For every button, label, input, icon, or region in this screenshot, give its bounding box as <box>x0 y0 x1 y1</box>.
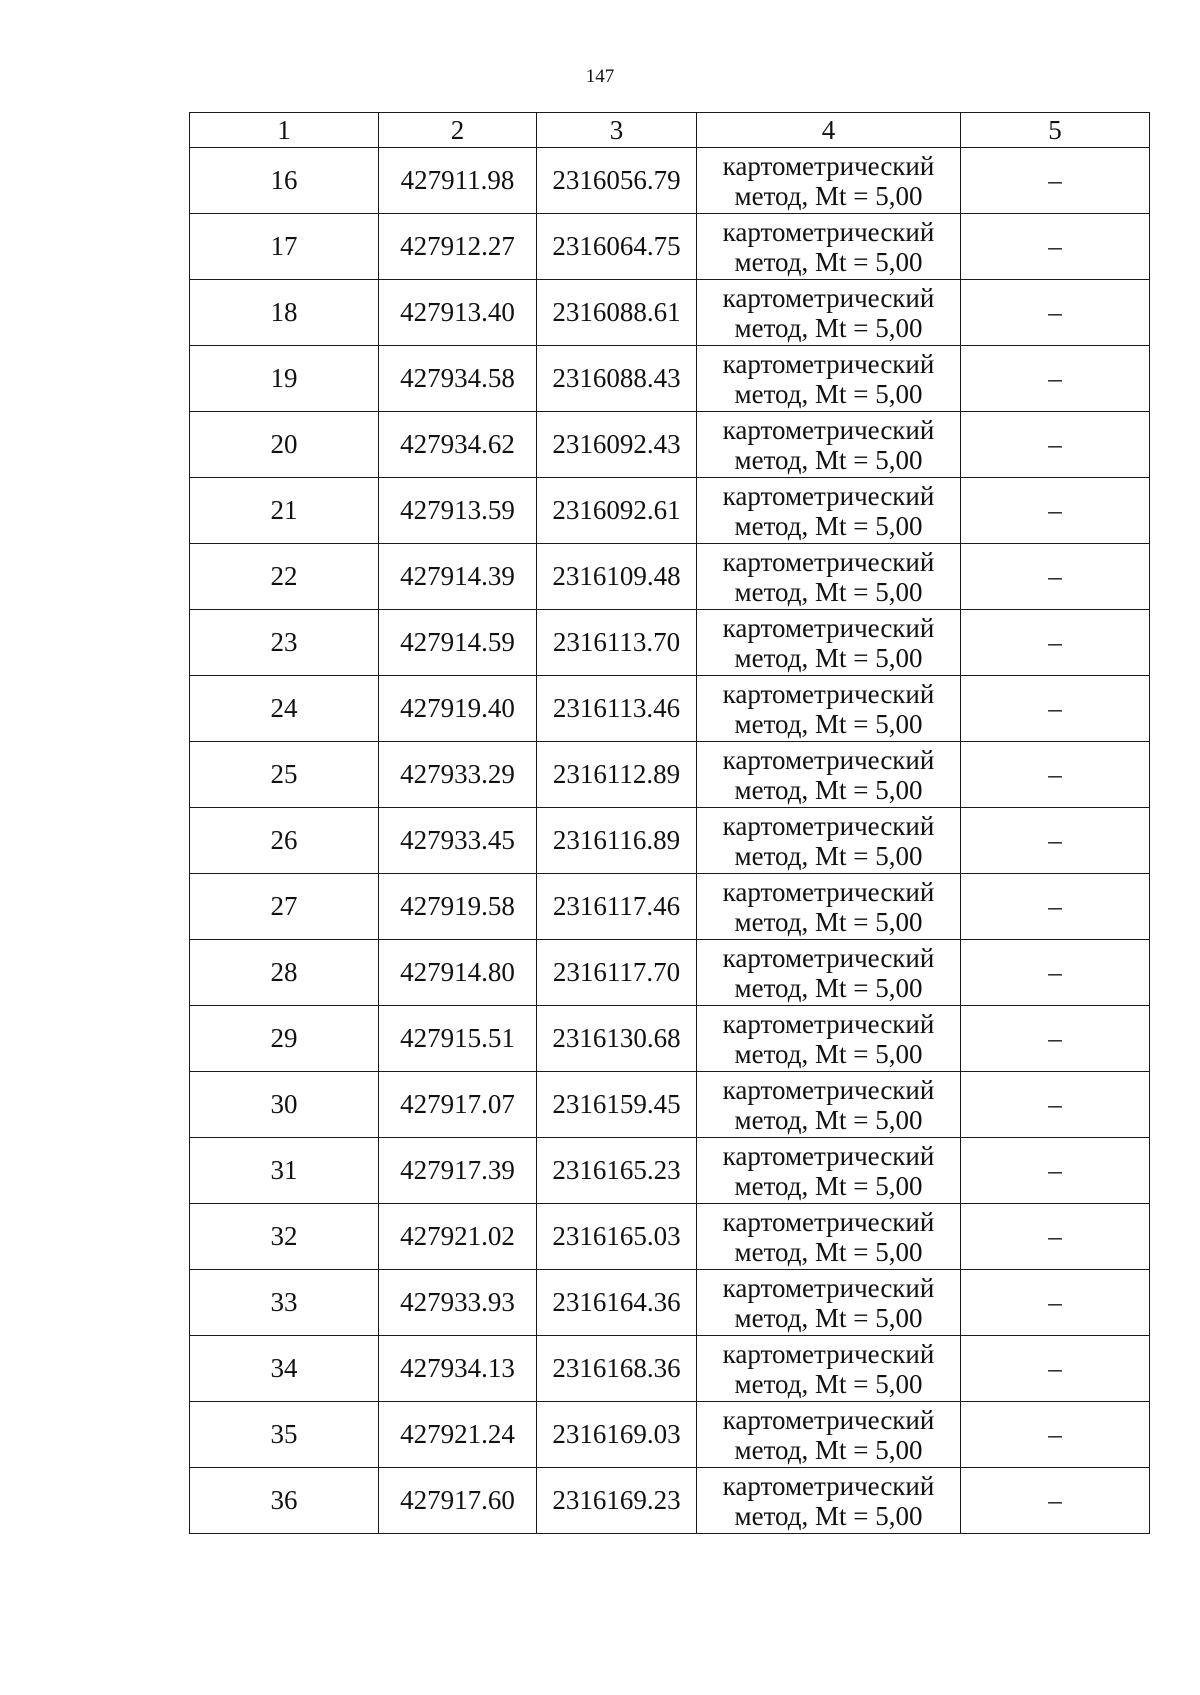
coordinate-x: 427921.24 <box>379 1402 537 1468</box>
method-line-1: картометрический <box>722 1404 935 1435</box>
method-line-1: картометрический <box>722 216 935 247</box>
method-line-2: метод, Mt = 5,00 <box>734 510 923 541</box>
table-header <box>190 113 1150 148</box>
coordinate-x: 427914.59 <box>379 610 537 676</box>
table-row <box>190 478 1150 544</box>
table-row <box>190 214 1150 280</box>
method-line-2: метод, Mt = 5,00 <box>734 378 923 409</box>
table-row <box>190 280 1150 346</box>
coordinate-x: 427934.13 <box>379 1336 537 1402</box>
column-5-value: – <box>961 808 1150 874</box>
method-line-2: метод, Mt = 5,00 <box>734 180 923 211</box>
method-line-2: метод, Mt = 5,00 <box>734 642 923 673</box>
coordinate-x: 427919.40 <box>379 676 537 742</box>
column-5-value: – <box>961 742 1150 808</box>
method-line-1: картометрический <box>722 480 935 511</box>
method-cell <box>697 1006 961 1072</box>
point-number: 28 <box>190 940 379 1006</box>
header-cell-3: 3 <box>537 113 697 148</box>
table-row <box>190 148 1150 214</box>
coordinate-y: 2316169.23 <box>537 1468 697 1534</box>
method-line-2: метод, Mt = 5,00 <box>734 1170 923 1201</box>
method-cell <box>697 1402 961 1468</box>
coordinate-y: 2316088.43 <box>537 346 697 412</box>
method-line-2: метод, Mt = 5,00 <box>734 840 923 871</box>
column-5-value: – <box>961 1006 1150 1072</box>
coordinate-x: 427917.39 <box>379 1138 537 1204</box>
coordinate-y: 2316117.70 <box>537 940 697 1006</box>
method-line-2: метод, Mt = 5,00 <box>734 708 923 739</box>
column-5-value: – <box>961 1402 1150 1468</box>
point-number: 34 <box>190 1336 379 1402</box>
method-line-2: метод, Mt = 5,00 <box>734 1434 923 1465</box>
method-cell <box>697 610 961 676</box>
coordinate-x: 427934.58 <box>379 346 537 412</box>
coordinate-y: 2316088.61 <box>537 280 697 346</box>
method-cell <box>697 412 961 478</box>
column-5-value: – <box>961 1072 1150 1138</box>
method-line-1: картометрический <box>722 876 935 907</box>
method-line-1: картометрический <box>722 282 935 313</box>
method-cell <box>697 346 961 412</box>
table-row <box>190 676 1150 742</box>
method-cell <box>697 1270 961 1336</box>
coordinate-x: 427912.27 <box>379 214 537 280</box>
method-line-1: картометрический <box>722 612 935 643</box>
method-line-1: картометрический <box>722 1272 935 1303</box>
header-cell-1: 1 <box>190 113 379 148</box>
coordinate-y: 2316092.43 <box>537 412 697 478</box>
method-line-2: метод, Mt = 5,00 <box>734 1302 923 1333</box>
header-cell-5: 5 <box>961 113 1150 148</box>
coordinate-y: 2316113.70 <box>537 610 697 676</box>
point-number: 27 <box>190 874 379 940</box>
coordinate-x: 427933.29 <box>379 742 537 808</box>
coordinate-y: 2316112.89 <box>537 742 697 808</box>
method-cell <box>697 1138 961 1204</box>
table-row <box>190 1270 1150 1336</box>
method-line-1: картометрический <box>722 744 935 775</box>
method-cell <box>697 874 961 940</box>
method-cell <box>697 544 961 610</box>
column-5-value: – <box>961 1336 1150 1402</box>
table-row <box>190 544 1150 610</box>
table-row <box>190 412 1150 478</box>
method-cell <box>697 478 961 544</box>
method-line-1: картометрический <box>722 678 935 709</box>
header-cell-2: 2 <box>379 113 537 148</box>
table-row <box>190 940 1150 1006</box>
coordinate-y: 2316164.36 <box>537 1270 697 1336</box>
method-cell <box>697 214 961 280</box>
method-cell <box>697 940 961 1006</box>
coordinate-x: 427913.40 <box>379 280 537 346</box>
table-row <box>190 1204 1150 1270</box>
point-number: 33 <box>190 1270 379 1336</box>
point-number: 30 <box>190 1072 379 1138</box>
method-line-2: метод, Mt = 5,00 <box>734 246 923 277</box>
method-line-1: картометрический <box>722 1470 935 1501</box>
coordinate-y: 2316165.03 <box>537 1204 697 1270</box>
coordinate-y: 2316130.68 <box>537 1006 697 1072</box>
method-cell <box>697 1468 961 1534</box>
coordinate-y: 2316064.75 <box>537 214 697 280</box>
column-5-value: – <box>961 148 1150 214</box>
method-line-1: картометрический <box>722 1074 935 1105</box>
header-cell-4: 4 <box>697 113 961 148</box>
method-line-1: картометрический <box>722 1338 935 1369</box>
coordinate-y: 2316113.46 <box>537 676 697 742</box>
coordinate-x: 427917.07 <box>379 1072 537 1138</box>
table-row <box>190 1006 1150 1072</box>
point-number: 16 <box>190 148 379 214</box>
table-row <box>190 808 1150 874</box>
method-line-2: метод, Mt = 5,00 <box>734 1368 923 1399</box>
point-number: 32 <box>190 1204 379 1270</box>
coordinate-y: 2316169.03 <box>537 1402 697 1468</box>
method-line-1: картометрический <box>722 150 935 181</box>
coordinate-y: 2316116.89 <box>537 808 697 874</box>
method-line-1: картометрический <box>722 414 935 445</box>
column-5-value: – <box>961 346 1150 412</box>
method-cell <box>697 808 961 874</box>
method-line-2: метод, Mt = 5,00 <box>734 1500 923 1531</box>
method-cell <box>697 1336 961 1402</box>
column-5-value: – <box>961 676 1150 742</box>
method-line-2: метод, Mt = 5,00 <box>734 1104 923 1135</box>
method-cell <box>697 280 961 346</box>
table-body <box>190 148 1150 1534</box>
coordinate-x: 427933.93 <box>379 1270 537 1336</box>
point-number: 22 <box>190 544 379 610</box>
table-row <box>190 1468 1150 1534</box>
column-5-value: – <box>961 874 1150 940</box>
column-5-value: – <box>961 412 1150 478</box>
method-cell <box>697 742 961 808</box>
point-number: 36 <box>190 1468 379 1534</box>
method-line-2: метод, Mt = 5,00 <box>734 576 923 607</box>
point-number: 18 <box>190 280 379 346</box>
table-row <box>190 1138 1150 1204</box>
point-number: 25 <box>190 742 379 808</box>
method-line-1: картометрический <box>722 348 935 379</box>
table-row <box>190 1336 1150 1402</box>
coordinate-x: 427919.58 <box>379 874 537 940</box>
column-5-value: – <box>961 478 1150 544</box>
method-cell <box>697 148 961 214</box>
column-5-value: – <box>961 1270 1150 1336</box>
point-number: 19 <box>190 346 379 412</box>
method-cell <box>697 676 961 742</box>
coordinate-y: 2316168.36 <box>537 1336 697 1402</box>
method-line-2: метод, Mt = 5,00 <box>734 906 923 937</box>
table-row <box>190 610 1150 676</box>
method-line-2: метод, Mt = 5,00 <box>734 774 923 805</box>
table-row <box>190 346 1150 412</box>
point-number: 20 <box>190 412 379 478</box>
point-number: 24 <box>190 676 379 742</box>
method-line-2: метод, Mt = 5,00 <box>734 1236 923 1267</box>
method-line-1: картометрический <box>722 942 935 973</box>
point-number: 26 <box>190 808 379 874</box>
coordinate-x: 427914.80 <box>379 940 537 1006</box>
table-row <box>190 1402 1150 1468</box>
column-5-value: – <box>961 280 1150 346</box>
column-5-value: – <box>961 1204 1150 1270</box>
method-line-1: картометрический <box>722 810 935 841</box>
coordinate-x: 427934.62 <box>379 412 537 478</box>
method-line-1: картометрический <box>722 1140 935 1171</box>
method-line-1: картометрический <box>722 1008 935 1039</box>
page-number: 147 <box>585 66 615 87</box>
coordinate-x: 427913.59 <box>379 478 537 544</box>
header-row <box>190 113 1150 148</box>
method-line-2: метод, Mt = 5,00 <box>734 972 923 1003</box>
table-row <box>190 1072 1150 1138</box>
coordinate-x: 427915.51 <box>379 1006 537 1072</box>
coordinate-x: 427933.45 <box>379 808 537 874</box>
point-number: 23 <box>190 610 379 676</box>
method-line-1: картометрический <box>722 1206 935 1237</box>
column-5-value: – <box>961 1468 1150 1534</box>
coordinate-x: 427921.02 <box>379 1204 537 1270</box>
column-5-value: – <box>961 940 1150 1006</box>
method-line-2: метод, Mt = 5,00 <box>734 444 923 475</box>
coordinate-x: 427914.39 <box>379 544 537 610</box>
coordinate-y: 2316092.61 <box>537 478 697 544</box>
point-number: 21 <box>190 478 379 544</box>
method-cell <box>697 1204 961 1270</box>
method-line-2: метод, Mt = 5,00 <box>734 312 923 343</box>
coordinates-table <box>189 112 1150 1534</box>
point-number: 31 <box>190 1138 379 1204</box>
column-5-value: – <box>961 544 1150 610</box>
method-line-2: метод, Mt = 5,00 <box>734 1038 923 1069</box>
column-5-value: – <box>961 610 1150 676</box>
point-number: 35 <box>190 1402 379 1468</box>
column-5-value: – <box>961 1138 1150 1204</box>
point-number: 17 <box>190 214 379 280</box>
method-cell <box>697 1072 961 1138</box>
coordinate-y: 2316165.23 <box>537 1138 697 1204</box>
coordinate-y: 2316056.79 <box>537 148 697 214</box>
coordinate-y: 2316159.45 <box>537 1072 697 1138</box>
column-5-value: – <box>961 214 1150 280</box>
table-row <box>190 874 1150 940</box>
coordinate-y: 2316117.46 <box>537 874 697 940</box>
coordinate-y: 2316109.48 <box>537 544 697 610</box>
coordinate-x: 427917.60 <box>379 1468 537 1534</box>
coordinate-x: 427911.98 <box>379 148 537 214</box>
method-line-1: картометрический <box>722 546 935 577</box>
point-number: 29 <box>190 1006 379 1072</box>
table-row <box>190 742 1150 808</box>
